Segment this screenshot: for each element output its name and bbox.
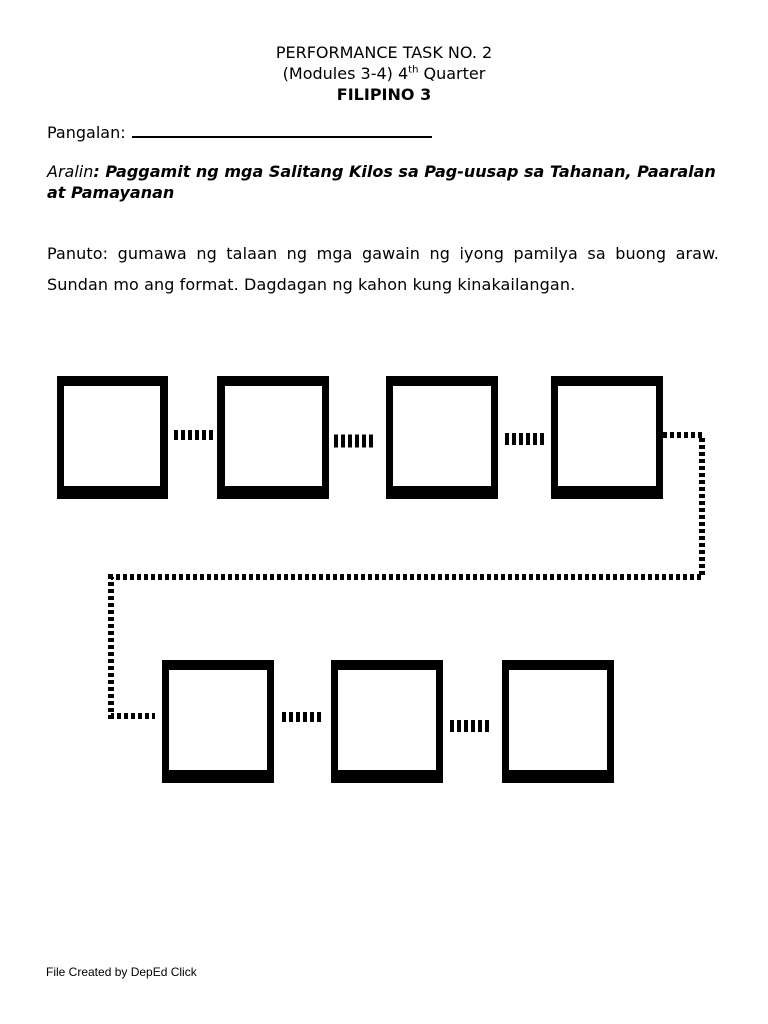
- lesson-label: Aralin: [47, 162, 94, 181]
- quarter-label: Quarter: [418, 64, 486, 83]
- ordinal-suffix: th: [408, 64, 419, 76]
- subject-title: FILIPINO 3: [336, 85, 432, 104]
- modules-label: (Modules 3-4) 4: [282, 64, 409, 83]
- lesson-title: : Paggamit ng mga Salitang Kilos sa Pag-uusap sa Tahanan, Paaralan at Pamayanan: [47, 162, 716, 202]
- flow-box[interactable]: [551, 376, 663, 499]
- flow-box[interactable]: [162, 660, 274, 783]
- flow-box[interactable]: [502, 660, 614, 783]
- flow-box[interactable]: [386, 376, 498, 499]
- name-label: Pangalan:: [47, 123, 126, 142]
- footer-credit: File Created by DepEd Click: [46, 965, 197, 979]
- task-title: PERFORMANCE TASK NO. 2: [275, 43, 493, 62]
- flow-box[interactable]: [217, 376, 329, 499]
- directions-paragraph: Panuto: gumawa ng talaan ng mga gawain ng iyong pamilya sa buong araw. Sundan mo ang format. Dagdagan ng kahon kung kinakailangan.: [47, 244, 719, 294]
- flow-box[interactable]: [57, 376, 168, 499]
- flow-box[interactable]: [331, 660, 443, 783]
